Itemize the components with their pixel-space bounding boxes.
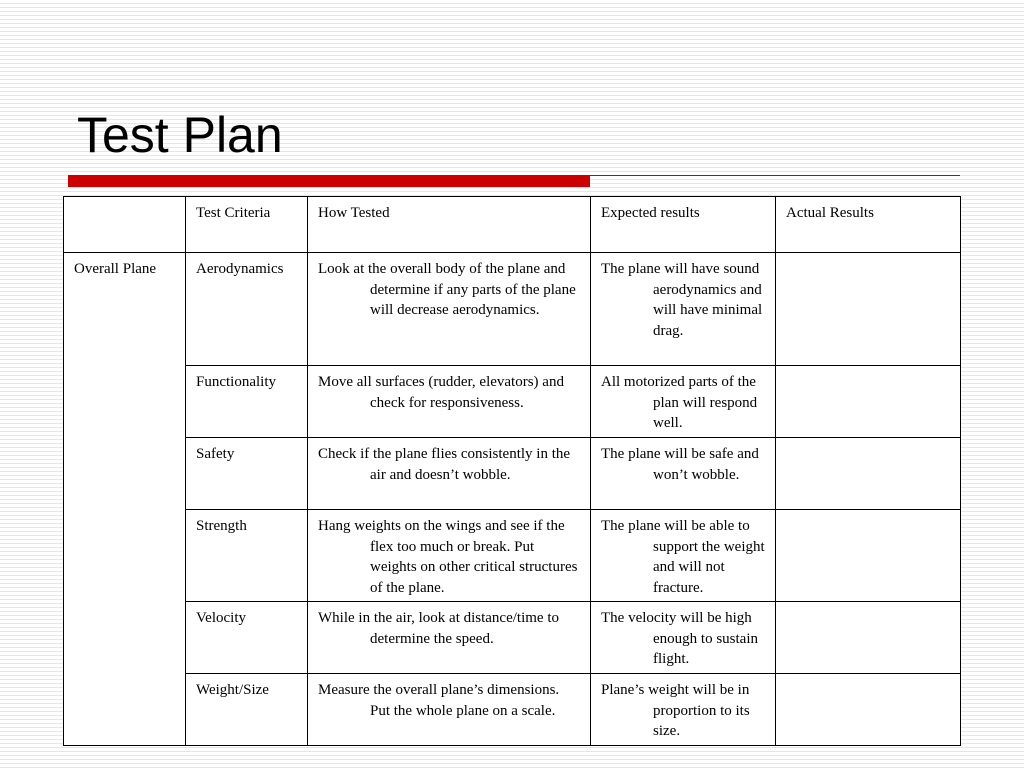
title-underline-thick bbox=[68, 175, 590, 187]
expected-results-text: All motorized parts of the plan will respond well. bbox=[601, 374, 758, 431]
table-header-row bbox=[64, 197, 961, 253]
header-test-criteria: Test Criteria bbox=[186, 197, 308, 253]
expected-results-cell bbox=[591, 366, 776, 438]
how-tested-cell bbox=[308, 438, 591, 510]
table-row bbox=[64, 366, 961, 438]
title-underline-thin bbox=[590, 175, 960, 176]
header-expected-results: Expected results bbox=[591, 197, 776, 253]
actual-results-cell bbox=[776, 253, 961, 366]
table-row bbox=[64, 674, 961, 746]
table-row bbox=[64, 253, 961, 366]
actual-results-cell bbox=[776, 602, 961, 674]
how-tested-cell bbox=[308, 510, 591, 602]
table-row bbox=[64, 602, 961, 674]
table-row bbox=[64, 438, 961, 510]
header-how-tested: How Tested bbox=[308, 197, 591, 253]
criteria-cell: Weight/Size bbox=[186, 674, 308, 746]
how-tested-cell bbox=[308, 602, 591, 674]
how-tested-cell bbox=[308, 674, 591, 746]
expected-results-cell bbox=[591, 253, 776, 366]
header-actual-results: Actual Results bbox=[776, 197, 961, 253]
criteria-cell: Aerodynamics bbox=[186, 253, 308, 366]
how-tested-text: Hang weights on the wings and see if the flex too much or break. Put weights on other critical structures of the plane. bbox=[318, 518, 578, 596]
group-label: Overall Plane bbox=[74, 261, 157, 277]
expected-results-cell bbox=[591, 602, 776, 674]
how-tested-cell bbox=[308, 253, 591, 366]
actual-results-cell bbox=[776, 674, 961, 746]
expected-results-cell bbox=[591, 510, 776, 602]
actual-results-cell bbox=[776, 366, 961, 438]
how-tested-text: Look at the overall body of the plane and determine if any parts of the plane will decrease aerodynamics. bbox=[318, 261, 576, 318]
expected-results-text: The plane will have sound aerodynamics and will have minimal drag. bbox=[601, 261, 763, 339]
how-tested-text: Check if the plane flies consistently in the air and doesn’t wobble. bbox=[318, 446, 571, 483]
group-label-cell bbox=[64, 253, 186, 746]
header-cell-blank bbox=[64, 197, 186, 253]
actual-results-cell bbox=[776, 438, 961, 510]
how-tested-text: Measure the overall plane’s dimensions. Put the whole plane on a scale. bbox=[318, 682, 560, 719]
how-tested-text: Move all surfaces (rudder, elevators) and check for responsiveness. bbox=[318, 374, 564, 411]
expected-results-text: The velocity will be high enough to sustain flight. bbox=[601, 610, 758, 667]
test-plan-table bbox=[63, 196, 961, 746]
criteria-cell: Strength bbox=[186, 510, 308, 602]
how-tested-text: While in the air, look at distance/time to determine the speed. bbox=[318, 610, 559, 647]
expected-results-cell bbox=[591, 674, 776, 746]
expected-results-text: Plane’s weight will be in proportion to its size. bbox=[601, 682, 750, 739]
expected-results-cell bbox=[591, 438, 776, 510]
expected-results-text: The plane will be safe and won’t wobble. bbox=[601, 446, 759, 483]
how-tested-cell bbox=[308, 366, 591, 438]
actual-results-cell bbox=[776, 510, 961, 602]
expected-results-text: The plane will be able to support the weight and will not fracture. bbox=[601, 518, 765, 596]
criteria-cell: Velocity bbox=[186, 602, 308, 674]
criteria-cell: Functionality bbox=[186, 366, 308, 438]
criteria-cell: Safety bbox=[186, 438, 308, 510]
slide-title: Test Plan bbox=[77, 107, 283, 163]
table-row bbox=[64, 510, 961, 602]
